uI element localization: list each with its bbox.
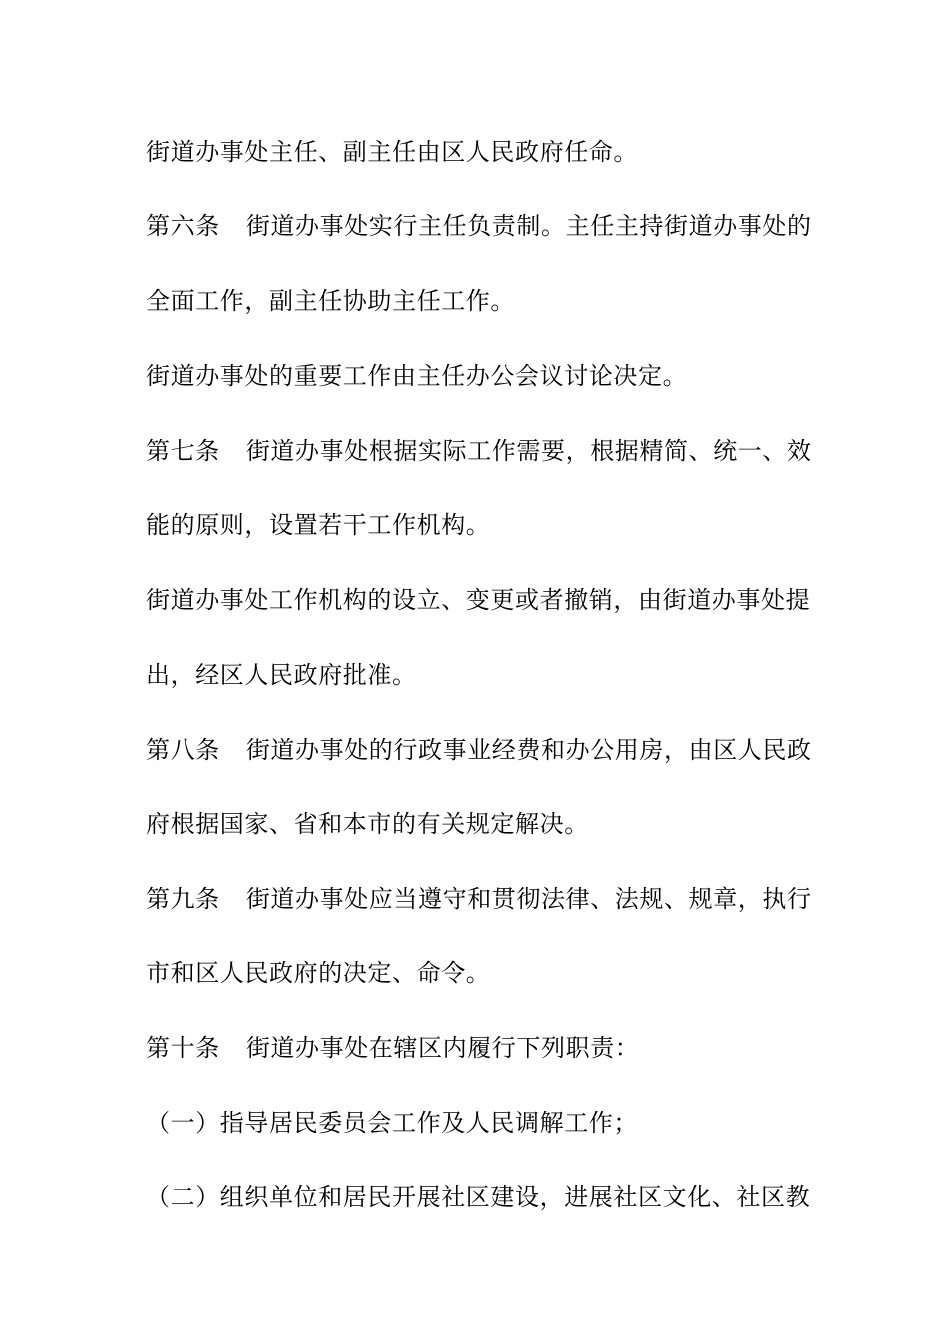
article-label: 第十条 [146,1034,220,1062]
line-text: 街道办事处的行政事业经费和办公用房，由区人民政 [245,736,812,764]
article-label: 第九条 [146,885,220,913]
line-text: 街道办事处实行主任负责制。主任主持街道办事处的 [245,212,812,240]
paragraph-line [146,660,826,690]
line-text: 街道办事处在辖区内履行下列职责： [245,1034,640,1062]
article-9-line [146,884,826,914]
line-text: （一）指导居民委员会工作及人民调解工作； [146,1109,638,1137]
line-text: 街道办事处的重要工作由主任办公会议讨论决定。 [146,362,688,390]
article-6-line [146,211,826,241]
paragraph-line [146,510,826,540]
line-text: 市和区人民政府的决定、命令。 [146,959,491,987]
paragraph-line [146,286,826,316]
line-text: 街道办事处应当遵守和贯彻法律、法规、规章，执行 [245,885,812,913]
line-text: 出，经区人民政府批准。 [146,661,417,689]
paragraph-line [146,361,826,391]
line-text: 街道办事处根据实际工作需要，根据精简、统一、效 [245,437,812,465]
paragraph-line [146,958,826,988]
line-text: 府根据国家、省和本市的有关规定解决。 [146,810,589,838]
article-label: 第六条 [146,212,220,240]
list-item-2 [146,1182,826,1212]
paragraph-line [146,585,826,615]
article-label: 第八条 [146,736,220,764]
article-10-line [146,1033,826,1063]
line-text: 街道办事处工作机构的设立、变更或者撤销，由街道办事处提 [146,586,811,614]
paragraph-line [146,809,826,839]
line-text: 街道办事处主任、副主任由区人民政府任命。 [146,138,638,166]
paragraph-line [146,137,826,167]
line-text: 全面工作，副主任协助主任工作。 [146,287,515,315]
line-text: 能的原则，设置若干工作机构。 [146,511,491,539]
article-8-line [146,735,826,765]
list-item-1 [146,1108,826,1138]
line-text: （二）组织单位和居民开展社区建设，进展社区文化、社区教 [146,1183,811,1211]
article-7-line [146,436,826,466]
article-label: 第七条 [146,437,220,465]
